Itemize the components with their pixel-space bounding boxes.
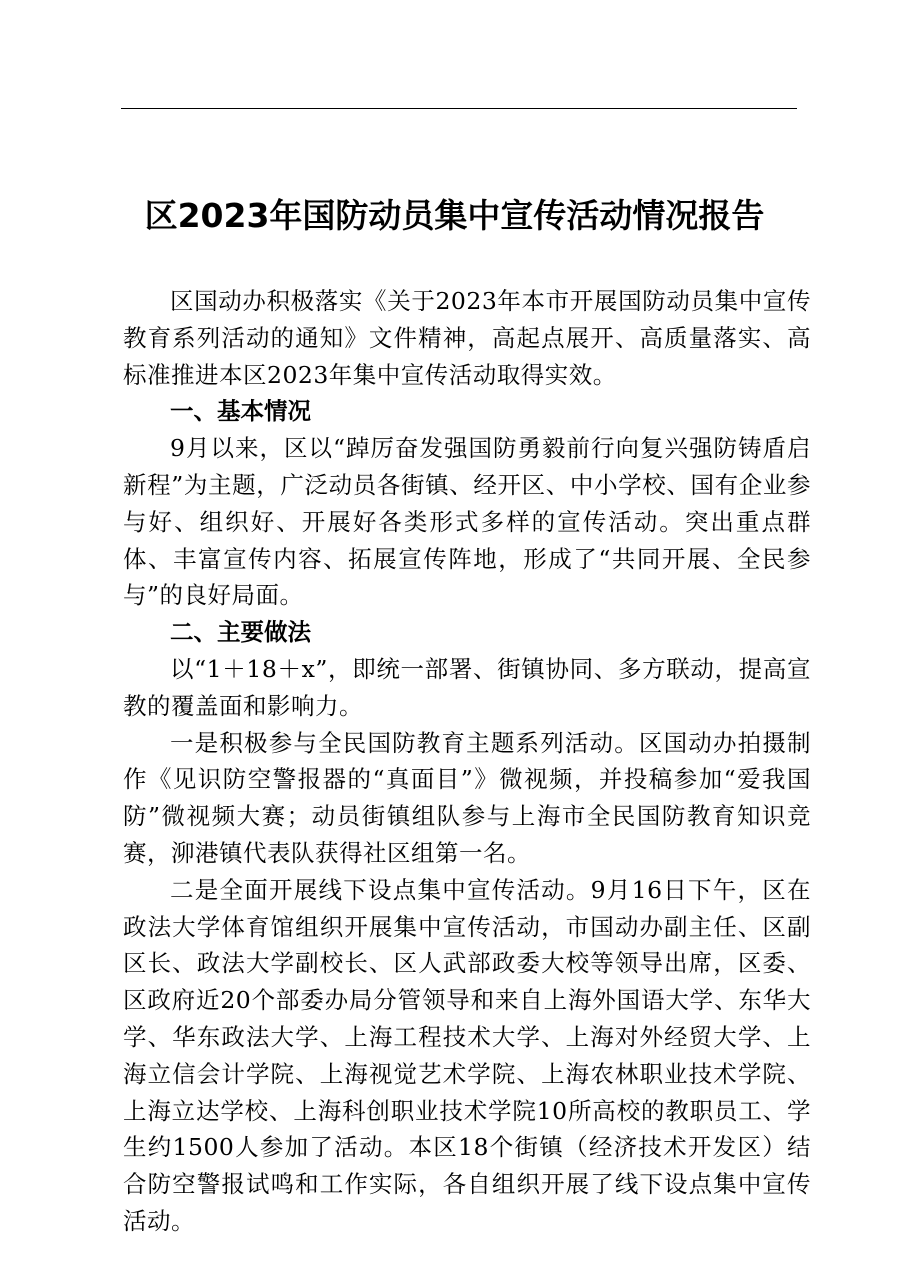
document-body [123,283,811,1240]
header-rule [121,108,797,109]
methods-paragraph-overview: 以“1＋18＋x”，即统一部署、街镇协同、多方联动，提高宣教的覆盖面和影响力。 [123,654,811,720]
section-heading-basic: 一、基本情况 [170,397,311,426]
section-basic-paragraph: 9月以来，区以“踔厉奋发强国防勇毅前行向复兴强防铸盾启新程”为主题，广泛动员各街镇、经开区、中小学校、国有企业参与好、组织好、开展好各类形式多样的宣传活动。突出重点群体、丰富宣传内容、拓展宣传阵地，形成了“共同开展、全民参与”的良好局面。 [123,434,811,610]
intro-paragraph: 区国动办积极落实《关于2023年本市开展国防动员集中宣传教育系列活动的通知》文件精神，高起点展开、高质量落实、高标准推进本区2023年集中宣传活动取得实效。 [123,287,811,389]
document-title: 区2023年国防动员集中宣传活动情况报告 [144,196,765,235]
methods-paragraph-first: 一是积极参与全民国防教育主题系列活动。区国动办拍摄制作《见识防空警报器的“真面目”》微视频，并投稿参加“爱我国防”微视频大赛；动员街镇组队参与上海市全民国防教育知识竞赛，泖港镇代表队获得社区组第一名。 [123,728,811,867]
methods-paragraph-second: 二是全面开展线下设点集中宣传活动。9月16日下午，区在政法大学体育馆组织开展集中宣传活动，市国动办副主任、区副区长、政法大学副校长、区人武部政委大校等领导出席，区委、区政府近20个部委办局分管领导和来自上海外国语大学、东华大学、华东政法大学、上海工程技术大学、上海对外经贸大学、上海立信会计学院、上海视觉艺术学院、上海农林职业技术学院、上海立达学校、上海科创职业技术学院10所高校的教职员工、学生约1500人参加了活动。本区18个街镇（经济技术开发区）结合防空警报试鸣和工作实际，各自组织开展了线下设点集中宣传活动。 [123,875,811,1235]
section-heading-methods: 二、主要做法 [170,618,311,647]
